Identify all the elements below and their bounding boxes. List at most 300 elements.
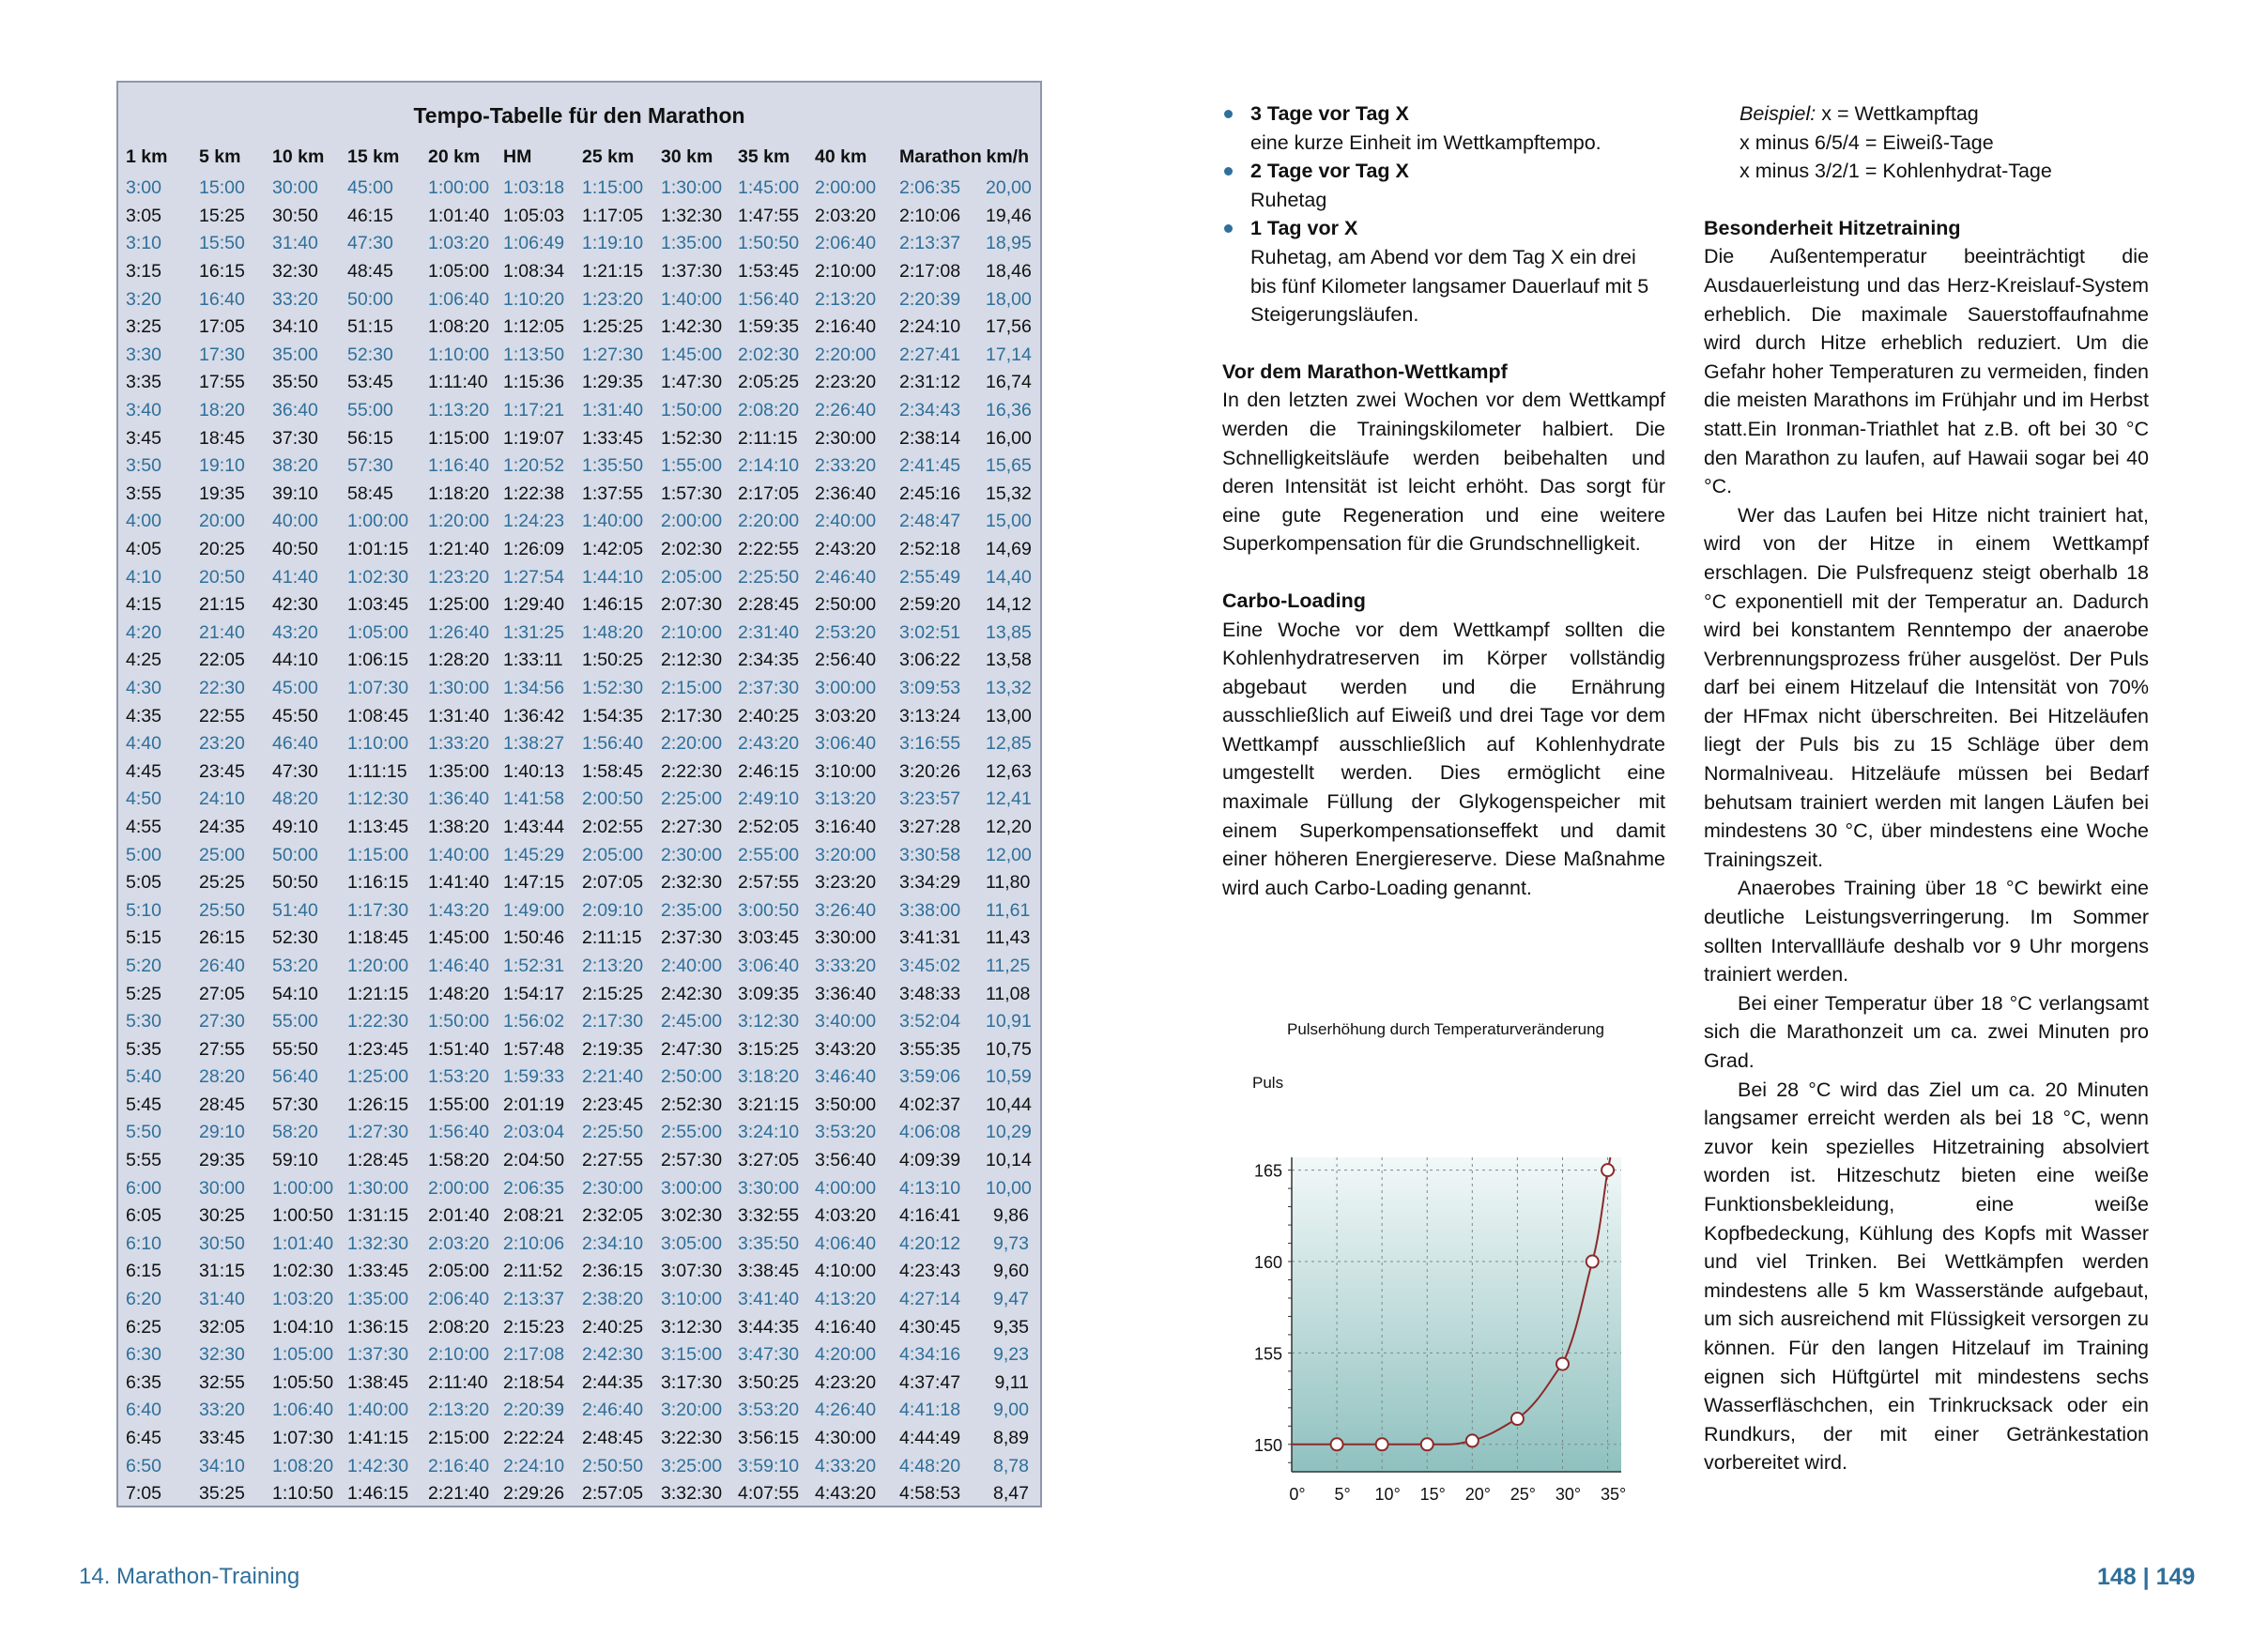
table-cell: 41:40 bbox=[272, 566, 318, 588]
table-cell: 2:06:35 bbox=[899, 177, 961, 199]
table-row bbox=[126, 1202, 1036, 1231]
table-cell: 20:25 bbox=[199, 539, 245, 560]
table-cell: 10,29 bbox=[986, 1122, 1032, 1143]
bullet-title: 3 Tage vor Tag X bbox=[1250, 102, 1409, 125]
table-cell: 1:07:30 bbox=[272, 1428, 334, 1449]
table-cell: 3:38:00 bbox=[899, 899, 961, 921]
table-cell: 1:22:30 bbox=[347, 1011, 409, 1032]
table-cell: 3:22:30 bbox=[661, 1428, 723, 1449]
table-cell: 28:20 bbox=[199, 1066, 245, 1088]
table-cell: 1:37:30 bbox=[347, 1344, 409, 1366]
table-cell: 1:37:30 bbox=[661, 261, 723, 283]
table-cell: 2:28:45 bbox=[738, 594, 800, 616]
table-cell: 2:10:00 bbox=[428, 1344, 490, 1366]
table-title: Tempo-Tabelle für den Marathon bbox=[413, 103, 745, 128]
table-cell: 4:09:39 bbox=[899, 1150, 961, 1171]
table-cell: 2:14:10 bbox=[738, 455, 800, 477]
table-cell: 4:25 bbox=[126, 650, 161, 671]
y-tick-label: 155 bbox=[1253, 1344, 1282, 1364]
table-cell: 1:35:50 bbox=[582, 455, 644, 477]
table-cell: 5:00 bbox=[126, 844, 161, 865]
table-cell: 1:35:00 bbox=[347, 1289, 409, 1310]
section-heat-training bbox=[1704, 214, 2149, 1477]
section-heading: Besonderheit Hitzetraining bbox=[1704, 216, 1961, 239]
table-cell: 9,00 bbox=[993, 1400, 1029, 1421]
bullet-item bbox=[1222, 214, 1665, 329]
table-cell: 1:45:00 bbox=[428, 927, 490, 949]
table-cell: 40:50 bbox=[272, 539, 318, 560]
table-row bbox=[126, 285, 1036, 314]
table-cell: 1:54:35 bbox=[582, 705, 644, 727]
table-cell: 31:40 bbox=[199, 1289, 245, 1310]
table-cell: 2:40:25 bbox=[582, 1316, 644, 1338]
table-cell: 1:33:20 bbox=[428, 733, 490, 755]
table-cell: 7:05 bbox=[126, 1483, 161, 1505]
table-cell: 1:10:00 bbox=[347, 733, 409, 755]
table-cell: 2:22:55 bbox=[738, 539, 800, 560]
table-cell: 45:50 bbox=[272, 705, 318, 727]
table-cell: 1:46:15 bbox=[347, 1483, 409, 1505]
table-row bbox=[126, 481, 1036, 509]
table-cell: 1:50:25 bbox=[582, 650, 644, 671]
table-cell: 1:11:40 bbox=[428, 372, 488, 393]
x-tick-label: 35° bbox=[1600, 1485, 1627, 1504]
table-cell: 1:37:55 bbox=[582, 482, 644, 504]
table-cell: 3:06:40 bbox=[815, 733, 877, 755]
table-cell: 1:41:40 bbox=[428, 872, 490, 894]
table-cell: 1:25:00 bbox=[428, 594, 490, 616]
table-header-row bbox=[126, 139, 1036, 175]
bullet-item bbox=[1222, 157, 1665, 214]
table-cell: 2:24:10 bbox=[899, 316, 961, 338]
table-cell: 1:40:13 bbox=[503, 760, 565, 782]
table-cell: 12,41 bbox=[986, 788, 1032, 810]
table-cell: 3:50 bbox=[126, 455, 161, 477]
table-cell: 15,32 bbox=[986, 482, 1032, 504]
column-header: 1 km bbox=[126, 145, 168, 167]
table-cell: 4:33:20 bbox=[815, 1455, 877, 1476]
table-cell: 2:43:20 bbox=[815, 539, 877, 560]
table-cell: 1:36:15 bbox=[347, 1316, 409, 1338]
table-cell: 1:50:50 bbox=[738, 233, 800, 254]
table-cell: 1:55:00 bbox=[428, 1094, 490, 1115]
table-cell: 3:07:30 bbox=[661, 1261, 723, 1282]
page-numbers: 148 | 149 bbox=[2097, 1564, 2196, 1590]
table-cell: 1:30:00 bbox=[347, 1177, 409, 1199]
table-cell: 1:49:00 bbox=[503, 899, 565, 921]
table-cell: 25:25 bbox=[199, 872, 245, 894]
table-cell: 1:00:00 bbox=[272, 1177, 334, 1199]
table-cell: 3:45 bbox=[126, 427, 161, 449]
table-cell: 3:32:55 bbox=[738, 1205, 800, 1227]
table-cell: 2:17:30 bbox=[661, 705, 723, 727]
table-cell: 1:38:27 bbox=[503, 733, 565, 755]
table-cell: 1:28:45 bbox=[347, 1150, 409, 1171]
table-cell: 1:11:15 bbox=[347, 760, 407, 782]
table-cell: 2:27:30 bbox=[661, 816, 723, 837]
table-cell: 2:42:30 bbox=[582, 1344, 644, 1366]
table-row bbox=[126, 953, 1036, 981]
table-cell: 29:10 bbox=[199, 1122, 245, 1143]
table-row bbox=[126, 1147, 1036, 1175]
table-cell: 19:10 bbox=[199, 455, 245, 477]
table-cell: 43:20 bbox=[272, 621, 318, 643]
table-cell: 1:26:40 bbox=[428, 621, 490, 643]
table-cell: 50:50 bbox=[272, 872, 318, 894]
table-cell: 5:55 bbox=[126, 1150, 161, 1171]
table-cell: 24:35 bbox=[199, 816, 245, 837]
table-cell: 4:00:00 bbox=[815, 1177, 877, 1199]
table-cell: 3:10 bbox=[126, 233, 161, 254]
table-cell: 1:01:40 bbox=[428, 205, 490, 226]
table-cell: 4:30:00 bbox=[815, 1428, 877, 1449]
table-cell: 1:08:34 bbox=[503, 261, 565, 283]
table-cell: 2:13:20 bbox=[815, 288, 877, 310]
table-cell: 1:02:30 bbox=[272, 1261, 334, 1282]
table-cell: 17:30 bbox=[199, 344, 245, 365]
table-cell: 12,85 bbox=[986, 733, 1032, 755]
table-cell: 1:27:30 bbox=[582, 344, 644, 365]
table-cell: 2:13:37 bbox=[899, 233, 961, 254]
table-cell: 26:40 bbox=[199, 955, 245, 976]
table-cell: 1:05:00 bbox=[428, 261, 490, 283]
table-cell: 2:45:16 bbox=[899, 482, 961, 504]
table-cell: 3:56:40 bbox=[815, 1150, 877, 1171]
table-cell: 9,60 bbox=[993, 1261, 1029, 1282]
table-cell: 27:05 bbox=[199, 983, 245, 1004]
table-cell: 5:10 bbox=[126, 899, 161, 921]
table-cell: 4:03:20 bbox=[815, 1205, 877, 1227]
table-cell: 19:35 bbox=[199, 482, 245, 504]
table-cell: 2:25:00 bbox=[661, 788, 723, 810]
table-cell: 1:03:45 bbox=[347, 594, 409, 616]
table-cell: 3:12:30 bbox=[738, 1011, 800, 1032]
table-cell: 2:27:55 bbox=[582, 1150, 644, 1171]
table-cell: 2:50:00 bbox=[661, 1066, 723, 1088]
table-cell: 37:30 bbox=[272, 427, 318, 449]
table-cell: 4:20:00 bbox=[815, 1344, 877, 1366]
table-cell: 13,58 bbox=[986, 650, 1032, 671]
table-cell: 30:00 bbox=[272, 177, 318, 199]
table-cell: 35:25 bbox=[199, 1483, 245, 1505]
table-cell: 3:02:30 bbox=[661, 1205, 723, 1227]
table-cell: 1:40:00 bbox=[582, 511, 644, 532]
table-cell: 3:40:00 bbox=[815, 1011, 877, 1032]
table-cell: 3:59:06 bbox=[899, 1066, 961, 1088]
table-cell: 2:57:30 bbox=[661, 1150, 723, 1171]
table-cell: 3:27:28 bbox=[899, 816, 961, 837]
table-cell: 2:43:20 bbox=[738, 733, 800, 755]
table-cell: 55:00 bbox=[272, 1011, 318, 1032]
paragraph: Bei 28 °C wird das Ziel um ca. 20 Minuten langsamer erreicht werden als bei 18 °C, wenn zuvor kein spezielles Hitzetraining absolviert worden ist. Hitzeschutz bieten eine weiße Funktionsbekleidung, eine weiße Kopfbedeckung, Kühlung des Kopfs mit Wasser und viel Trinken. Bei Wettkämpfen werden mindestens alle 5 km Wasserstände aufgebaut, um sich ausreichend mit Flüssigkeit versorgen zu können. Für den langen Hitzelauf im Training eignen sich Hüftgürtel mit mindestens sechs Wasserfläschchen, ein Trinkrucksack oder ein Rundkurs, der mit einer Getränkestation vorbereitet wird. bbox=[1704, 1078, 2149, 1475]
table-row bbox=[126, 1063, 1036, 1092]
table-cell: 1:28:20 bbox=[428, 650, 490, 671]
table-cell: 1:57:30 bbox=[661, 482, 723, 504]
bullet-dot-icon bbox=[1224, 167, 1233, 176]
table-cell: 2:40:00 bbox=[815, 511, 877, 532]
table-cell: 5:40 bbox=[126, 1066, 161, 1088]
table-cell: 54:10 bbox=[272, 983, 318, 1004]
table-cell: 1:15:36 bbox=[503, 372, 565, 393]
table-cell: 3:15:00 bbox=[661, 1344, 723, 1366]
table-cell: 22:55 bbox=[199, 705, 245, 727]
table-cell: 2:44:35 bbox=[582, 1371, 644, 1393]
table-row bbox=[126, 814, 1036, 842]
table-cell: 2:35:00 bbox=[661, 899, 723, 921]
table-cell: 10,14 bbox=[986, 1150, 1032, 1171]
table-cell: 4:44:49 bbox=[899, 1428, 961, 1449]
table-cell: 1:00:50 bbox=[272, 1205, 334, 1227]
table-cell: 1:52:30 bbox=[582, 677, 644, 698]
paragraph: Bei einer Temperatur über 18 °C verlangsamt sich die Marathonzeit um ca. zwei Minuten pro Grad. bbox=[1704, 991, 2149, 1072]
table-row bbox=[126, 203, 1036, 231]
table-cell: 21:40 bbox=[199, 621, 245, 643]
column-header: Marathon bbox=[899, 145, 982, 167]
table-cell: 34:10 bbox=[272, 316, 318, 338]
table-cell: 1:58:20 bbox=[428, 1150, 490, 1171]
table-cell: 1:22:38 bbox=[503, 482, 565, 504]
table-cell: 1:08:20 bbox=[272, 1455, 334, 1476]
table-cell: 3:13:20 bbox=[815, 788, 877, 810]
table-cell: 4:48:20 bbox=[899, 1455, 961, 1476]
table-cell: 1:05:00 bbox=[272, 1344, 334, 1366]
table-cell: 50:00 bbox=[272, 844, 318, 865]
table-cell: 2:17:05 bbox=[738, 482, 800, 504]
table-cell: 3:16:55 bbox=[899, 733, 961, 755]
table-cell: 1:42:30 bbox=[347, 1455, 409, 1476]
table-cell: 1:36:40 bbox=[428, 788, 490, 810]
table-cell: 2:29:26 bbox=[503, 1483, 565, 1505]
table-cell: 15,65 bbox=[986, 455, 1032, 477]
table-cell: 6:00 bbox=[126, 1177, 161, 1199]
table-cell: 3:21:15 bbox=[738, 1094, 800, 1115]
table-cell: 1:40:00 bbox=[661, 288, 723, 310]
table-cell: 46:40 bbox=[272, 733, 318, 755]
table-cell: 10,91 bbox=[986, 1011, 1032, 1032]
table-cell: 12,20 bbox=[986, 816, 1032, 837]
table-cell: 2:17:08 bbox=[503, 1344, 565, 1366]
table-cell: 1:46:40 bbox=[428, 955, 490, 976]
table-cell: 49:10 bbox=[272, 816, 318, 837]
table-cell: 1:26:15 bbox=[347, 1094, 409, 1115]
table-cell: 2:22:24 bbox=[503, 1428, 565, 1449]
table-cell: 59:10 bbox=[272, 1150, 318, 1171]
table-row bbox=[126, 1480, 1036, 1508]
table-row bbox=[126, 1369, 1036, 1398]
table-cell: 3:46:40 bbox=[815, 1066, 877, 1088]
table-cell: 3:34:29 bbox=[899, 872, 961, 894]
table-row bbox=[126, 591, 1036, 620]
table-cell: 2:08:20 bbox=[428, 1316, 490, 1338]
table-row bbox=[126, 925, 1036, 953]
table-cell: 3:15 bbox=[126, 261, 161, 283]
table-cell: 2:34:43 bbox=[899, 400, 961, 421]
table-cell: 45:00 bbox=[272, 677, 318, 698]
table-cell: 4:55 bbox=[126, 816, 161, 837]
table-cell: 9,73 bbox=[993, 1232, 1029, 1254]
table-cell: 11,08 bbox=[986, 983, 1031, 1004]
table-cell: 2:00:50 bbox=[582, 788, 644, 810]
table-cell: 28:45 bbox=[199, 1094, 245, 1115]
table-cell: 45:00 bbox=[347, 177, 393, 199]
table-cell: 2:02:30 bbox=[661, 539, 723, 560]
table-cell: 15:25 bbox=[199, 205, 245, 226]
table-cell: 1:41:15 bbox=[347, 1428, 409, 1449]
table-cell: 4:30:45 bbox=[899, 1316, 961, 1338]
table-cell: 1:52:30 bbox=[661, 427, 723, 449]
data-point-marker bbox=[1466, 1434, 1479, 1446]
table-cell: 2:23:45 bbox=[582, 1094, 644, 1115]
table-cell: 2:05:00 bbox=[661, 566, 723, 588]
table-cell: 3:44:35 bbox=[738, 1316, 800, 1338]
x-tick-label: 0° bbox=[1289, 1485, 1306, 1504]
table-cell: 1:00:00 bbox=[347, 511, 409, 532]
table-cell: 2:16:40 bbox=[815, 316, 877, 338]
table-cell: 3:59:10 bbox=[738, 1455, 800, 1476]
table-cell: 15,00 bbox=[986, 511, 1032, 532]
x-tick-label: 20° bbox=[1464, 1485, 1491, 1504]
table-cell: 3:26:40 bbox=[815, 899, 877, 921]
table-cell: 3:27:05 bbox=[738, 1150, 800, 1171]
table-cell: 30:25 bbox=[199, 1205, 245, 1227]
table-cell: 3:55:35 bbox=[899, 1038, 961, 1060]
table-cell: 47:30 bbox=[347, 233, 393, 254]
table-cell: 3:12:30 bbox=[661, 1316, 723, 1338]
table-cell: 18:20 bbox=[199, 400, 245, 421]
table-cell: 1:46:15 bbox=[582, 594, 644, 616]
table-cell: 19,46 bbox=[986, 205, 1032, 226]
table-cell: 1:12:05 bbox=[503, 316, 565, 338]
table-cell: 2:11:52 bbox=[503, 1261, 563, 1282]
table-cell: 2:10:06 bbox=[899, 205, 961, 226]
table-cell: 31:15 bbox=[199, 1261, 245, 1282]
table-cell: 1:54:17 bbox=[503, 983, 565, 1004]
table-cell: 4:07:55 bbox=[738, 1483, 800, 1505]
table-cell: 1:25:00 bbox=[347, 1066, 409, 1088]
table-cell: 1:31:15 bbox=[347, 1205, 409, 1227]
table-cell: 1:04:10 bbox=[272, 1316, 334, 1338]
table-cell: 3:20 bbox=[126, 288, 161, 310]
table-cell: 2:15:25 bbox=[582, 983, 644, 1004]
table-cell: 33:20 bbox=[199, 1400, 245, 1421]
table-cell: 2:21:40 bbox=[428, 1483, 490, 1505]
table-cell: 4:15 bbox=[126, 594, 161, 616]
table-cell: 1:13:50 bbox=[503, 344, 565, 365]
table-cell: 35:00 bbox=[272, 344, 318, 365]
table-cell: 15:00 bbox=[199, 177, 245, 199]
table-row bbox=[126, 1174, 1036, 1202]
table-cell: 6:40 bbox=[126, 1400, 161, 1421]
table-cell: 3:41:31 bbox=[899, 927, 961, 949]
table-cell: 4:10:00 bbox=[815, 1261, 877, 1282]
table-cell: 1:15:00 bbox=[582, 177, 644, 199]
table-cell: 1:27:54 bbox=[503, 566, 565, 588]
example-line-1 bbox=[1740, 99, 2149, 129]
table-cell: 2:04:50 bbox=[503, 1150, 565, 1171]
table-cell: 8,89 bbox=[993, 1428, 1029, 1449]
table-cell: 1:19:07 bbox=[503, 427, 565, 449]
table-cell: 2:49:10 bbox=[738, 788, 800, 810]
table-cell: 3:06:40 bbox=[738, 955, 800, 976]
table-cell: 18,95 bbox=[986, 233, 1032, 254]
table-cell: 2:37:30 bbox=[661, 927, 723, 949]
table-cell: 3:56:15 bbox=[738, 1428, 800, 1449]
table-row bbox=[126, 1119, 1036, 1147]
table-cell: 47:30 bbox=[272, 760, 318, 782]
chart-title: Pulserhöhung durch Temperaturveränderung bbox=[1286, 1020, 1605, 1038]
table-row bbox=[126, 1231, 1036, 1259]
table-cell: 1:29:35 bbox=[582, 372, 644, 393]
table-cell: 18,46 bbox=[986, 261, 1032, 283]
table-cell: 1:10:00 bbox=[428, 344, 490, 365]
data-point-marker bbox=[1331, 1438, 1343, 1450]
table-cell: 2:34:35 bbox=[738, 650, 800, 671]
table-cell: 16,00 bbox=[986, 427, 1032, 449]
table-cell: 1:20:52 bbox=[503, 455, 565, 477]
table-cell: 2:30:00 bbox=[815, 427, 877, 449]
y-tick-label: 165 bbox=[1253, 1161, 1282, 1181]
table-row bbox=[126, 342, 1036, 370]
table-cell: 2:37:30 bbox=[738, 677, 800, 698]
table-cell: 4:30 bbox=[126, 677, 161, 698]
table-row bbox=[126, 508, 1036, 536]
section-heading: Carbo-Loading bbox=[1222, 589, 1366, 612]
table-cell: 2:40:25 bbox=[738, 705, 800, 727]
table-cell: 6:25 bbox=[126, 1316, 161, 1338]
table-cell: 6:05 bbox=[126, 1205, 161, 1227]
table-cell: 6:20 bbox=[126, 1289, 161, 1310]
table-cell: 1:27:30 bbox=[347, 1122, 409, 1143]
bullet-text: eine kurze Einheit im Wettkampftempo. bbox=[1250, 130, 1602, 154]
table-cell: 2:42:30 bbox=[661, 983, 723, 1004]
table-cell: 1:23:20 bbox=[582, 288, 644, 310]
bullet-title: 2 Tage vor Tag X bbox=[1250, 160, 1409, 183]
table-cell: 20,00 bbox=[986, 177, 1032, 199]
table-cell: 3:00:00 bbox=[661, 1177, 723, 1199]
table-cell: 3:30:58 bbox=[899, 844, 961, 865]
table-cell: 1:52:31 bbox=[503, 955, 565, 976]
bullet-item bbox=[1222, 99, 1665, 157]
bullet-dot-icon bbox=[1224, 224, 1233, 233]
table-cell: 1:59:35 bbox=[738, 316, 800, 338]
example-line-3: x minus 3/2/1 = Kohlenhydrat-Tage bbox=[1740, 160, 2052, 183]
table-cell: 12,63 bbox=[986, 760, 1032, 782]
table-cell: 25:00 bbox=[199, 844, 245, 865]
table-cell: 1:18:45 bbox=[347, 927, 409, 949]
table-cell: 5:50 bbox=[126, 1122, 161, 1143]
table-cell: 48:20 bbox=[272, 788, 318, 810]
table-cell: 1:30:00 bbox=[661, 177, 723, 199]
table-cell: 1:17:05 bbox=[582, 205, 644, 226]
table-cell: 9,23 bbox=[993, 1344, 1029, 1366]
table-cell: 30:50 bbox=[272, 205, 318, 226]
table-cell: 2:31:40 bbox=[738, 621, 800, 643]
table-cell: 1:43:20 bbox=[428, 899, 490, 921]
table-cell: 22:30 bbox=[199, 677, 245, 698]
table-cell: 1:21:15 bbox=[347, 983, 409, 1004]
table-cell: 2:25:50 bbox=[738, 566, 800, 588]
table-cell: 17,56 bbox=[986, 316, 1032, 338]
table-cell: 2:50:00 bbox=[815, 594, 877, 616]
tempo-table bbox=[126, 139, 1036, 1508]
table-cell: 3:16:40 bbox=[815, 816, 877, 837]
chapter-footer: 14. Marathon-Training bbox=[79, 1564, 300, 1589]
table-cell: 1:47:15 bbox=[503, 872, 565, 894]
table-cell: 3:02:51 bbox=[899, 621, 961, 643]
table-cell: 3:50:25 bbox=[738, 1371, 800, 1393]
table-cell: 1:00:00 bbox=[428, 177, 490, 199]
table-cell: 3:09:35 bbox=[738, 983, 800, 1004]
